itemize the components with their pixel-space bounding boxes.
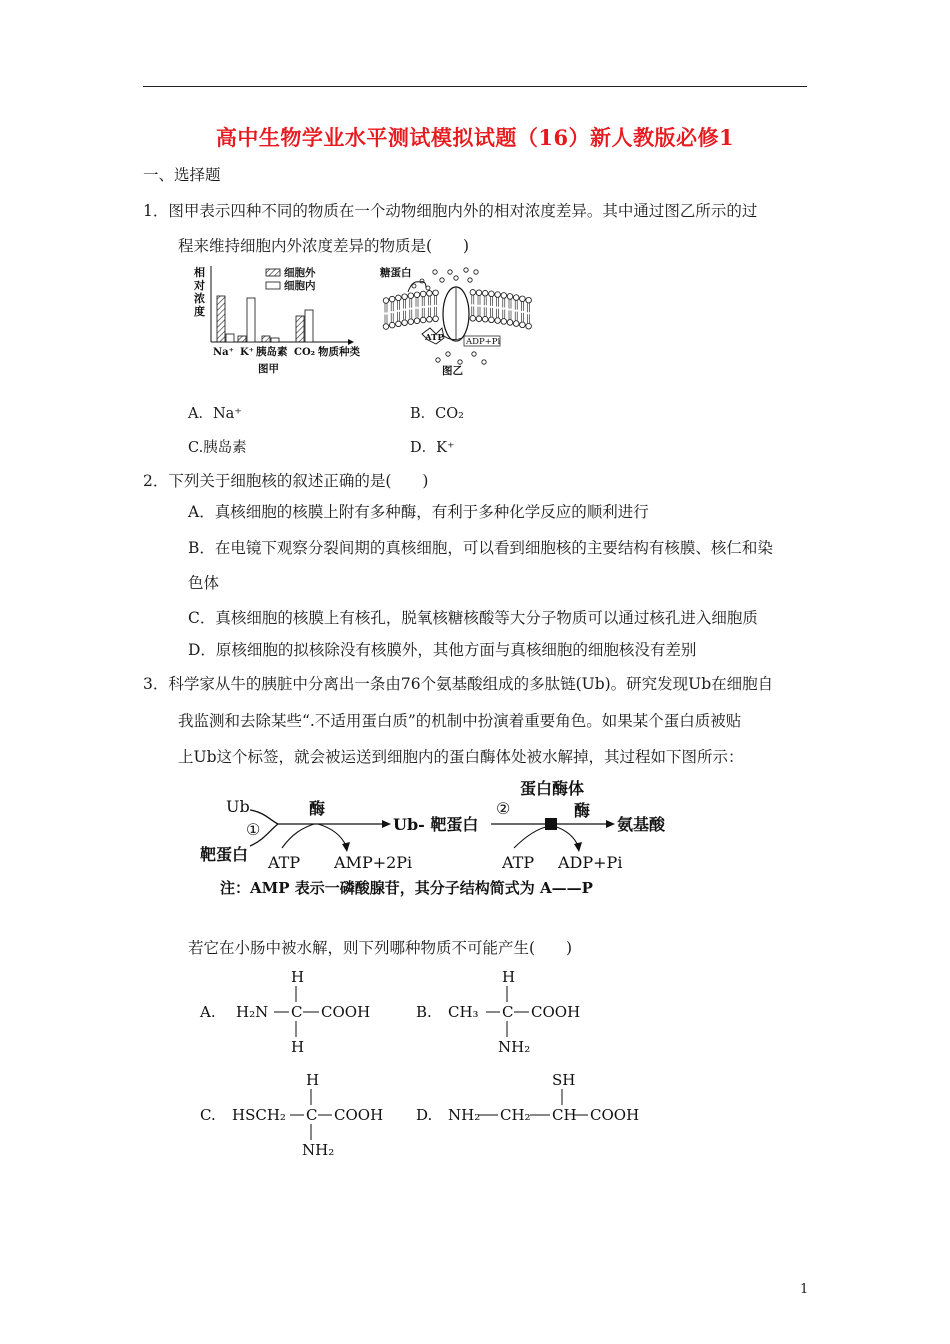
phospholipid-head	[495, 292, 501, 298]
bar-insulin-out	[262, 336, 270, 342]
option-c-top-group: H	[306, 1071, 320, 1089]
phospholipid-head	[389, 322, 395, 328]
legend-in-label: 细胞内	[284, 280, 316, 292]
q2-option-d[interactable]: D．原核细胞的拟核除没有核膜外，其他方面与真核细胞的细胞核没有差别	[188, 641, 697, 659]
target-protein-label: 靶蛋白	[200, 845, 249, 864]
option-d-label: D.	[416, 1106, 433, 1124]
q3-option-b[interactable]	[416, 968, 580, 1056]
phospholipid-head	[501, 319, 507, 325]
option-d-central-carbon: CH	[552, 1106, 577, 1124]
amp-note: 注：AMP 表示一磷酸腺苷，其分子结构简式为 A——P	[220, 879, 593, 897]
option-b-central-carbon: C	[502, 1003, 514, 1021]
glycoprotein-chain	[408, 282, 426, 292]
category-label: CO₂	[294, 347, 316, 358]
adp-arrowhead	[574, 842, 582, 852]
phospholipid-head	[489, 291, 495, 297]
option-a-top-group: H	[291, 968, 305, 986]
q3-stem-line3: 上Ub这个标签，就会被运送到细胞内的蛋白酶体处被水解掉，其过程如下图所示：	[178, 748, 744, 766]
phospholipid-head	[489, 317, 495, 323]
q2-option-b[interactable]: B．在电镜下观察分裂间期的真核细胞，可以看到细胞核的主要结构有核膜、核仁和染	[188, 539, 773, 557]
option-c-bottom-group: NH₂	[302, 1141, 335, 1159]
q2-option-b-continued: 色体	[188, 574, 220, 592]
option-a-central-carbon: C	[291, 1003, 303, 1021]
option-b-bottom-group: NH₂	[498, 1038, 531, 1056]
figure-jia-bar-chart	[186, 262, 381, 380]
q3-question: 若它在小肠中被水解，则下列哪种物质不可能产生( )	[188, 939, 573, 957]
ylabel-char: 对	[194, 279, 205, 292]
option-d-amino-group: NH₂	[448, 1106, 481, 1124]
q1-option-d[interactable]: D．K⁺	[410, 440, 455, 456]
phospholipid-head	[507, 320, 513, 326]
q2-stem: 2．下列关于细胞核的叙述正确的是( )	[143, 472, 429, 490]
phospholipid-head	[396, 321, 402, 327]
q1-stem-line2: 程来维持细胞内外浓度差异的物质是( )	[178, 237, 470, 255]
adp-curve	[554, 826, 578, 846]
proteasome-marker	[545, 818, 557, 830]
option-d-methylene-group: CH₂	[500, 1106, 531, 1124]
phospholipid-head	[526, 297, 532, 303]
structural-formula-options	[196, 962, 656, 1172]
phospholipid-head	[408, 293, 414, 299]
q2-option-a[interactable]: A．真核细胞的核膜上附有多种酶，有利于多种化学反应的顺利进行	[188, 503, 649, 521]
phospholipid-head	[408, 319, 414, 325]
category-label: K⁺	[240, 347, 254, 358]
figure-jia-caption: 图甲	[258, 363, 279, 375]
phospholipid-head	[482, 290, 488, 296]
page-number: 1	[800, 1282, 809, 1297]
q1-stem-line1: 1．图甲表示四种不同的物质在一个动物细胞内外的相对浓度差异。其中通过图乙所示的过	[143, 202, 758, 220]
molecules-inside	[436, 352, 486, 364]
phospholipid-head	[520, 296, 526, 302]
q3-option-c[interactable]	[200, 1071, 383, 1159]
phospholipid-head	[396, 295, 402, 301]
option-a-bottom-group: H	[291, 1038, 305, 1056]
ylabel-char: 浓	[194, 292, 205, 305]
step2-marker: ②	[496, 799, 511, 818]
q1-option-a[interactable]: A．Na⁺	[188, 406, 242, 422]
section-heading: 一、选择题	[143, 166, 221, 184]
phospholipid-head	[513, 295, 519, 301]
atp1-label: ATP	[268, 853, 301, 872]
q1-option-b[interactable]: B．CO₂	[410, 406, 464, 422]
document-title: 高中生物学业水平测试模拟试题（16）新人教版必修1	[215, 125, 735, 150]
phospholipid-head	[501, 293, 507, 299]
legend-out-label: 细胞外	[284, 267, 316, 279]
atp-label: ATP	[425, 333, 444, 343]
atp1-curve	[282, 824, 314, 848]
bar-k-in	[247, 298, 255, 342]
option-b-left-group: CH₃	[448, 1003, 479, 1021]
x-axis-label: 物质种类	[318, 346, 360, 358]
q3-option-a[interactable]	[199, 968, 370, 1056]
atp2-label: ATP	[502, 853, 535, 872]
category-label: 胰岛素	[256, 346, 288, 358]
ubiquitin-pathway-diagram	[196, 774, 686, 904]
amp-curve	[318, 824, 346, 846]
molecules-outside	[433, 268, 478, 282]
phospholipid-head	[414, 318, 420, 324]
phospholipid-head	[507, 294, 513, 300]
glycoprotein-sugar	[426, 286, 430, 290]
ylabel-char: 相	[194, 266, 205, 279]
x-axis-arrow	[348, 339, 354, 345]
step1-arrowhead	[382, 820, 391, 828]
phospholipid-head	[433, 290, 439, 296]
atp2-curve	[514, 826, 550, 848]
enzyme1-label: 酶	[309, 799, 326, 818]
glycoprotein-sugar	[412, 284, 416, 288]
phospholipid-head	[427, 317, 433, 323]
phospholipid-head	[427, 291, 433, 297]
adp-label: ADP+Pi	[466, 337, 501, 347]
option-b-top-group: H	[502, 968, 516, 986]
legend-out-swatch	[266, 269, 280, 276]
phospholipid-head	[526, 323, 532, 329]
option-a-label: A.	[200, 1003, 216, 1021]
bar-co2-out	[296, 316, 304, 342]
phospholipid-head	[383, 324, 389, 330]
phospholipid-head	[433, 316, 439, 322]
legend-in-swatch	[266, 282, 280, 289]
option-c-label: C.	[200, 1106, 216, 1124]
phospholipid-head	[420, 317, 426, 323]
phospholipid-head	[389, 296, 395, 302]
ub-label: Ub	[226, 797, 250, 816]
option-d-top-group: SH	[552, 1071, 576, 1089]
bar-co2-in	[305, 310, 313, 342]
option-c-right-group: COOH	[334, 1106, 384, 1124]
glycoprotein-sugar	[420, 279, 424, 283]
phospholipid-head	[476, 290, 482, 296]
phospholipid-head	[495, 318, 501, 324]
phospholipid-head	[383, 298, 389, 304]
enzyme2-label: 酶	[574, 801, 591, 820]
bar-na-out	[217, 296, 225, 342]
option-b-right-group: COOH	[531, 1003, 581, 1021]
option-c-left-group: HSCH₂	[232, 1106, 286, 1124]
bar-k-out	[238, 336, 246, 342]
ylabel-char: 度	[194, 305, 205, 318]
ub-target-complex-label: Ub- 靶蛋白	[393, 815, 479, 834]
figure-yi-caption: 图乙	[442, 365, 463, 377]
q1-option-c[interactable]: C.胰岛素	[188, 440, 247, 456]
glycoprotein-label: 糖蛋白	[380, 267, 412, 279]
phospholipid-head	[513, 321, 519, 327]
phospholipid-head	[402, 320, 408, 326]
option-a-right-group: COOH	[321, 1003, 371, 1021]
option-b-label: B.	[416, 1003, 432, 1021]
phospholipid-head	[476, 316, 482, 322]
proteasome-label: 蛋白酶体	[520, 779, 585, 798]
category-label: Na⁺	[213, 347, 234, 358]
adp-label: ADP+Pi	[558, 853, 623, 872]
option-c-central-carbon: C	[306, 1106, 318, 1124]
q3-stem-line2: 我监测和去除某些“.不适用蛋白质”的机制中扮演着重要角色。如果某个蛋白质被贴	[178, 712, 742, 730]
q3-stem-line1: 3．科学家从牛的胰脏中分离出一条由76个氨基酸组成的多肽链(Ub)。研究发现Ub在细胞自	[143, 675, 774, 693]
phospholipid-head	[470, 290, 476, 296]
amp-label: AMP+2Pi	[334, 853, 413, 872]
step2-arrowhead	[606, 820, 615, 828]
phospholipid-head	[520, 322, 526, 328]
amp-arrowhead	[342, 842, 350, 852]
phospholipid-head	[420, 291, 426, 297]
bar-na-in	[226, 334, 234, 342]
phospholipid-head	[482, 316, 488, 322]
amino-acid-label: 氨基酸	[617, 815, 666, 834]
phospholipid-head	[470, 316, 476, 322]
figure-yi-membrane-transport	[380, 262, 540, 380]
q3-option-d[interactable]	[416, 1071, 639, 1124]
option-a-left-group: H₂N	[236, 1003, 269, 1021]
step1-marker: ①	[246, 820, 261, 839]
phospholipid-head	[402, 294, 408, 300]
option-d-right-group: COOH	[590, 1106, 640, 1124]
top-rule	[143, 86, 807, 87]
bar-insulin-in	[271, 338, 279, 342]
phospholipid-head	[414, 292, 420, 298]
q2-option-c[interactable]: C．真核细胞的核膜上有核孔，脱氧核糖核酸等大分子物质可以通过核孔进入细胞质	[188, 609, 758, 627]
